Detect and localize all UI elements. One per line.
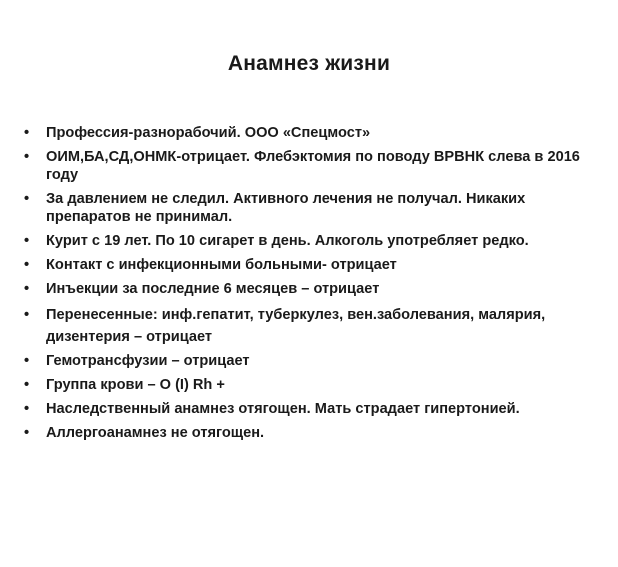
bullet-icon: • [24,425,30,441]
bullet-icon: • [24,191,30,207]
list-item [20,352,595,370]
bullet-icon: • [24,353,30,369]
bullet-icon: • [24,233,30,249]
list-item [20,256,595,274]
list-item-text: Аллергоанамнез не отягощен. [46,425,265,441]
bullet-list [20,124,595,448]
list-item-text: За давлением не следил. Активного лечения не получал. Никаких препаратов не принимал. [46,191,526,225]
list-item [20,376,595,394]
list-item-text: Курит с 19 лет. По 10 сигарет в день. Алкоголь употребляет редко. [46,233,529,249]
list-item-text: Инъекции за последние 6 месяцев – отрицает [46,281,380,297]
list-item [20,232,595,250]
list-item-text: Профессия-разнорабочий. ООО «Спецмост» [46,125,371,141]
list-item-text: Группа крови – О (I) Rh + [46,377,225,393]
bullet-icon: • [24,307,30,323]
bullet-icon: • [24,377,30,393]
list-item [20,190,595,226]
list-item-text: Контакт с инфекционными больными- отрицает [46,257,397,273]
list-item [20,304,595,348]
bullet-icon: • [24,281,30,297]
bullet-icon: • [24,257,30,273]
slide-title: Анамнез жизни [227,52,391,75]
list-item-text: ОИМ,БА,СД,ОНМК-отрицает. Флебэктомия по поводу ВРВНК слева в 2016 году [46,149,580,183]
list-item [20,424,595,442]
bullet-icon: • [24,125,30,141]
list-item-text: Перенесенные: инф.гепатит, туберкулез, вен.заболевания, малярия, дизентерия – отрицает [46,307,546,345]
bullet-icon: • [24,401,30,417]
list-item-text: Гемотрансфузии – отрицает [46,353,250,369]
list-item [20,148,595,184]
list-item-text: Наследственный анамнез отягощен. Мать страдает гипертонией. [46,401,520,417]
list-item [20,280,595,298]
list-item [20,124,595,142]
list-item [20,400,595,418]
bullet-icon: • [24,149,30,165]
